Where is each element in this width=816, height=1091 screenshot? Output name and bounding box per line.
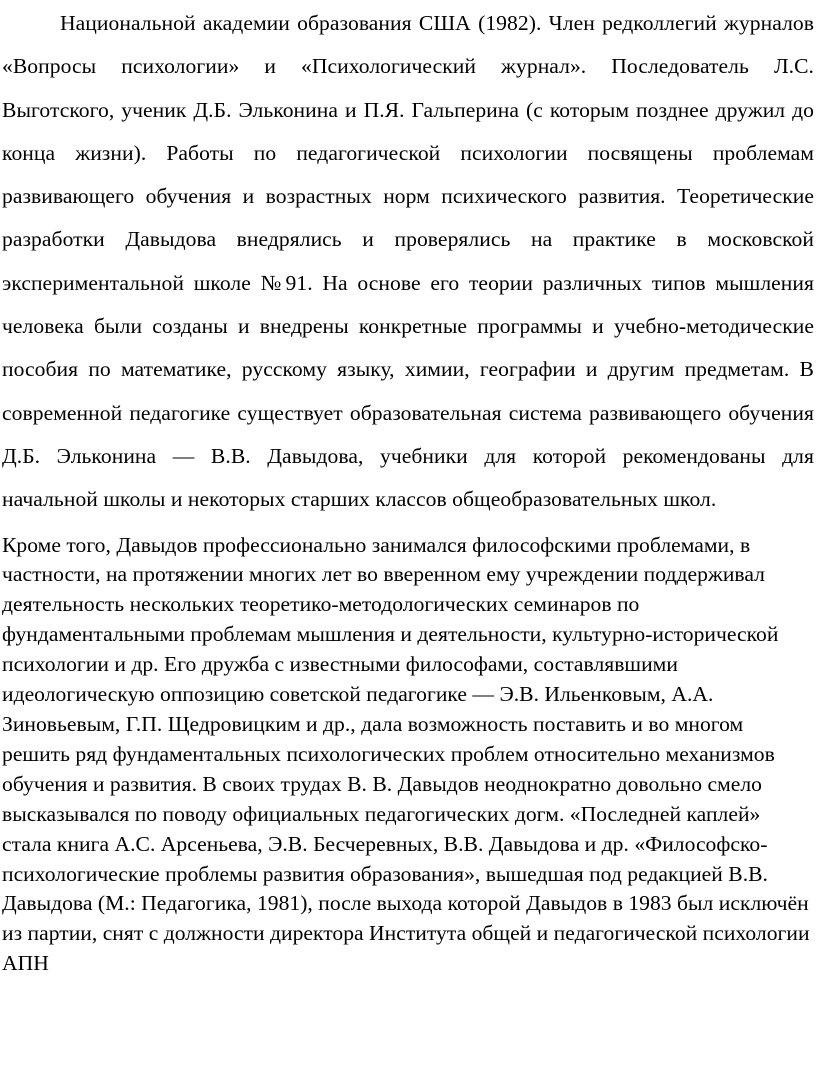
- paragraph-philosophy: Кроме того, Давыдов профессионально занимался философскими проблемами, в частности, на протяжении многих лет во вверенном ему учреждении поддерживал деятельность нескольких теоретико-методологических семинаров по фундаментальными проблемам мышления и деятельности, культурно-исторической психологии и др. Его дружба с известными философами, составлявшими идеологическую оппозицию советской педагогике — Э.В. Ильенковым, А.А. Зиновьевым, Г.П. Щедровицким и др., дала возможность поставить и во многом решить ряд фундаментальных психологических проблем относительно механизмов обучения и развития. В своих трудах В. В. Давыдов неоднократно довольно смело высказывался по поводу официальных педагогических догм. «Последней каплей» стала книга А.С. Арсеньева, Э.В. Бесчеревных, В.В. Давыдова и др. «Философско-психологические проблемы развития образования», вышедшая под редакцией В.В. Давыдова (М.: Педагогика, 1981), после выхода которой Давыдов в 1983 был исключён из партии, снят с должности директора Института общей и педагогической психологии АПН: [2, 532, 810, 976]
- paragraph-biography: Национальной академии образования США (1982). Член редколлегий журналов «Вопросы психологии» и «Психологический журнал». Последователь Л.С. Выготского, ученик Д.Б. Эльконина и П.Я. Гальперина (с которым позднее дружил до конца жизни). Работы по педагогической психологии посвящены проблемам развивающего обучения и возрастных норм психического развития. Теоретические разработки Давыдова внедрялись и проверялись на практике в московской экспериментальной школе №91. На основе его теории различных типов мышления человека были созданы и внедрены конкретные программы и учебно-методические пособия по математике, русскому языку, химии, географии и другим предметам. В современной педагогике существует образовательная система развивающего обучения Д.Б. Эльконина — В.В. Давыдова, учебники для которой рекомендованы для начальной школы и некоторых старших классов общеобразовательных школ.: [2, 11, 814, 512]
